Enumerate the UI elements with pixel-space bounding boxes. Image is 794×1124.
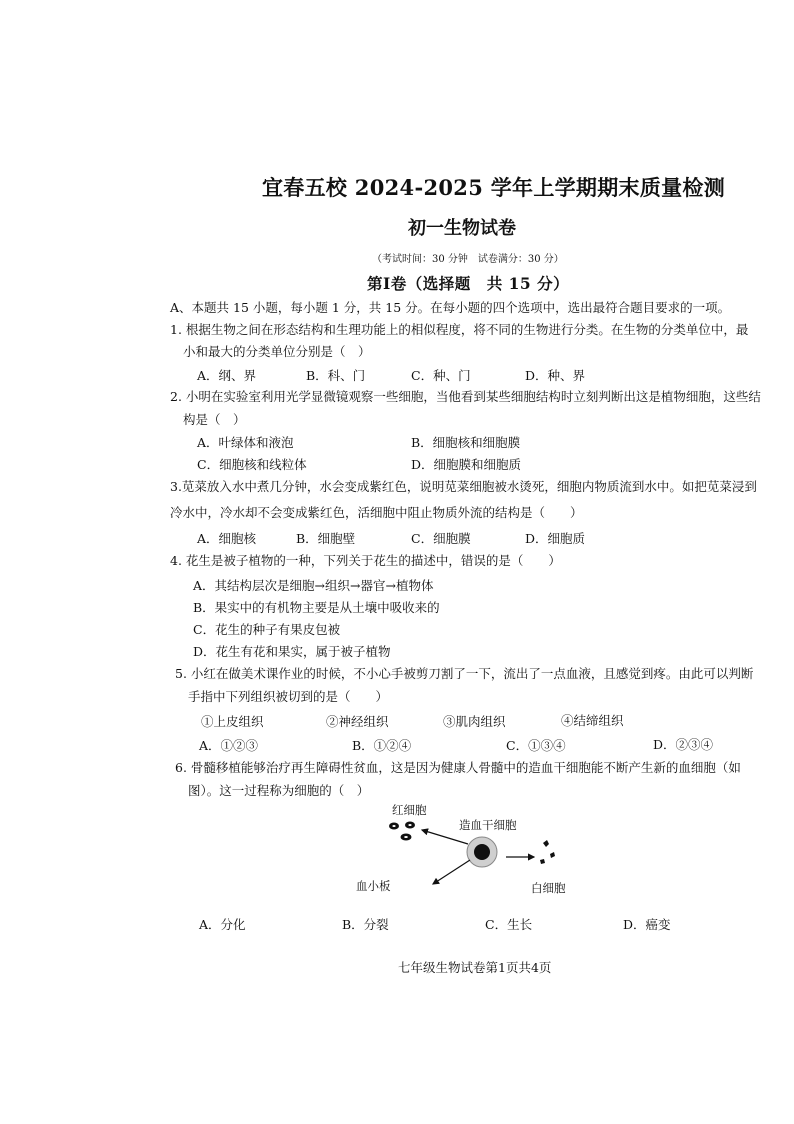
- q6-option-a: A．分化: [199, 917, 246, 932]
- q1-option-b: B．科、门: [306, 368, 366, 383]
- q4-line1: 4. 花生是被子植物的一种，下列关于花生的描述中，错误的是（ ）: [170, 553, 561, 568]
- q2-option-c: C．细胞核和线粒体: [197, 457, 307, 472]
- q3-option-b: B．细胞壁: [296, 531, 356, 546]
- stem-cell-icon: [467, 837, 497, 867]
- q5-tissue-1: ①上皮组织: [201, 714, 264, 729]
- q5-tissue-4: ④结缔组织: [561, 713, 624, 728]
- q5-line2: 手指中下列组织被切到的是（ ）: [188, 689, 389, 704]
- q2-line2: 构是（ ）: [183, 412, 246, 427]
- q6-option-b: B．分裂: [342, 917, 389, 932]
- q2-option-b: B．细胞核和细胞膜: [411, 435, 521, 450]
- q4-option-a: A．其结构层次是细胞→组织→器官→植物体: [193, 578, 434, 593]
- exam-meta: （考试时间：30 分钟 试卷满分：30 分）: [372, 254, 564, 265]
- q6-option-d: D．癌变: [623, 917, 671, 932]
- q6-option-c: C．生长: [485, 917, 533, 932]
- page-footer: 七年级生物试卷第1页共4页: [398, 960, 552, 975]
- arrow-to-platelet: [433, 860, 470, 884]
- q4-option-b: B．果实中的有机物主要是从土壤中吸收来的: [193, 600, 440, 615]
- label-red-cell: 红细胞: [392, 803, 427, 817]
- q3-option-a: A．细胞核: [197, 531, 257, 546]
- q1-line2: 小和最大的分类单位分别是（ ）: [183, 344, 371, 359]
- q5-option-b: B．①②④: [352, 738, 412, 753]
- arrow-to-red-cell: [422, 830, 468, 844]
- q1-option-a: A．纲、界: [197, 368, 257, 383]
- q1-option-c: C．种、门: [411, 368, 471, 383]
- q5-tissue-2: ②神经组织: [326, 714, 389, 729]
- red-cell-icon: [389, 822, 415, 841]
- q4-option-d: D．花生有花和果实，属于被子植物: [193, 644, 391, 659]
- section-heading: 第Ⅰ卷（选择题 共 15 分）: [367, 274, 570, 293]
- q2-line1: 2. 小明在实验室利用光学显微镜观察一些细胞，当他看到某些细胞结构时立刻判断出这是植物细胞，这些结: [170, 389, 761, 404]
- q1-option-d: D．种、界: [525, 368, 586, 383]
- q5-line1: 5. 小红在做美术课作业的时候，不小心手被剪刀割了一下，流出了一点血液，且感觉到疼。由此可以判断: [175, 666, 754, 681]
- exam-title: 宜春五校 2024-2025 学年上学期期末质量检测: [262, 175, 726, 200]
- q3-line2: 冷水中，冷水却不会变成紫红色，活细胞中阻止物质外流的结构是（ ）: [170, 505, 583, 520]
- q5-tissue-3: ③肌肉组织: [443, 714, 506, 729]
- q3-option-d: D．细胞质: [525, 531, 586, 546]
- q5-option-d: D．②③④: [653, 737, 714, 752]
- q1-line1: 1. 根据生物之间在形态结构和生理功能上的相似程度，将不同的生物进行分类。在生物的分类单位中，最: [170, 322, 749, 337]
- q2-option-a: A．叶绿体和液泡: [197, 435, 294, 450]
- q5-option-a: A．①②③: [199, 738, 259, 753]
- q3-option-c: C．细胞膜: [411, 531, 471, 546]
- q2-option-d: D．细胞膜和细胞质: [411, 457, 522, 472]
- label-platelet: 血小板: [356, 879, 391, 893]
- exam-subtitle: 初一生物试卷: [408, 218, 516, 239]
- instruction: A、本题共 15 小题，每小题 1 分，共 15 分。在每小题的四个选项中，选出最符合题目要求的一项。: [170, 300, 731, 315]
- q6-line1: 6. 骨髓移植能够治疗再生障碍性贫血，这是因为健康人骨髓中的造血干细胞能不断产生新的血细胞（如: [175, 760, 741, 775]
- q5-option-c: C．①③④: [506, 738, 566, 753]
- q4-option-c: C．花生的种子有果皮包被: [193, 622, 341, 637]
- white-cell-icon: [540, 840, 555, 864]
- q3-line1: 3.苋菜放入水中煮几分钟，水会变成紫红色，说明苋菜细胞被水烫死，细胞内物质流到水中。如把苋菜浸到: [170, 479, 757, 494]
- q6-line2: 图）。这一过程称为细胞的（ ）: [188, 783, 370, 798]
- label-stem-cell: 造血干细胞: [459, 818, 517, 832]
- label-white-cell: 白细胞: [531, 881, 566, 895]
- diagram-art: [380, 810, 580, 890]
